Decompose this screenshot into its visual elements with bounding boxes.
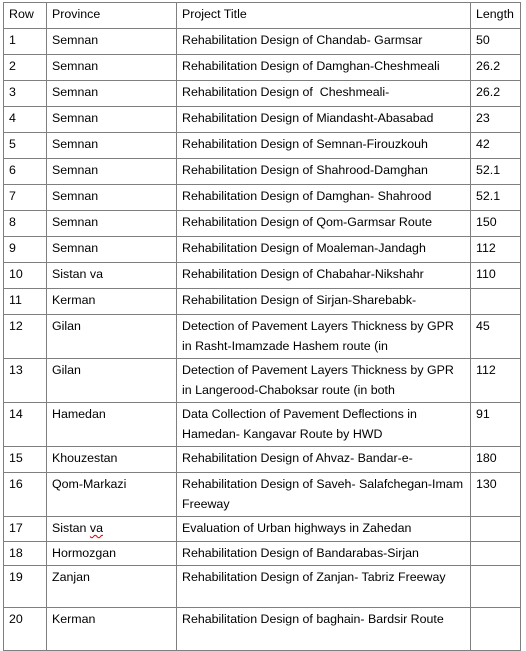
province-cell: Qom-Markazi [47, 473, 177, 517]
province-cell: Kerman [47, 608, 177, 651]
row-number: 7 [4, 185, 47, 211]
project-title-cell: Rehabilitation Design of Sirjan-Sharebabk- [177, 289, 471, 315]
length-cell: 26.2 [471, 55, 521, 81]
table-row [4, 359, 521, 403]
province-cell: Khouzestan [47, 447, 177, 473]
project-title-cell: Evaluation of Urban highways in Zahedan [177, 517, 471, 542]
length-cell: 52.1 [471, 185, 521, 211]
project-title-cell: Rehabilitation Design of Chandab- Garmsar [177, 29, 471, 55]
project-title-cell: Rehabilitation Design of baghain- Bardsir Route [177, 608, 471, 651]
projects-table [3, 2, 521, 651]
row-number: 6 [4, 159, 47, 185]
province-cell: Semnan [47, 107, 177, 133]
row-number: 20 [4, 608, 47, 651]
project-title-cell: Detection of Pavement Layers Thickness by GPR in Langerood-Chaboksar route (in both [177, 359, 471, 403]
header-province: Province [47, 3, 177, 29]
length-cell: 112 [471, 359, 521, 403]
province-cell [47, 517, 177, 542]
table-row [4, 263, 521, 289]
project-title-cell: Rehabilitation Design of Damghan- Shahrood [177, 185, 471, 211]
table-row [4, 289, 521, 315]
project-title-cell: Rehabilitation Design of Damghan-Cheshmeali [177, 55, 471, 81]
row-number: 8 [4, 211, 47, 237]
length-cell: 91 [471, 403, 521, 447]
row-number: 12 [4, 315, 47, 359]
province-cell: Kerman [47, 289, 177, 315]
table-row [4, 185, 521, 211]
province-cell: Gilan [47, 315, 177, 359]
province-cell: Semnan [47, 185, 177, 211]
row-number: 1 [4, 29, 47, 55]
row-number: 5 [4, 133, 47, 159]
province-cell: Sistan va [47, 263, 177, 289]
table-row [4, 517, 521, 542]
length-cell [471, 517, 521, 542]
table-row [4, 211, 521, 237]
project-title-cell: Rehabilitation Design of Chabahar-Nikshahr [177, 263, 471, 289]
length-cell [471, 542, 521, 566]
province-cell: Zanjan [47, 566, 177, 608]
length-cell: 180 [471, 447, 521, 473]
province-cell: Semnan [47, 237, 177, 263]
table-row [4, 447, 521, 473]
table-row [4, 315, 521, 359]
length-cell: 42 [471, 133, 521, 159]
province-cell: Hamedan [47, 403, 177, 447]
province-cell: Semnan [47, 133, 177, 159]
row-number: 14 [4, 403, 47, 447]
length-cell: 26.2 [471, 81, 521, 107]
row-number: 13 [4, 359, 47, 403]
project-title-cell: Detection of Pavement Layers Thickness by GPR in Rasht-Imamzade Hashem route (in [177, 315, 471, 359]
header-row: Row [4, 3, 47, 29]
province-cell: Hormozgan [47, 542, 177, 566]
length-cell [471, 289, 521, 315]
table-row [4, 29, 521, 55]
length-cell: 110 [471, 263, 521, 289]
table-row [4, 542, 521, 566]
province-text-misspelled: va [89, 521, 103, 535]
table-row [4, 566, 521, 608]
project-title-cell: Rehabilitation Design of Shahrood-Damghan [177, 159, 471, 185]
row-number: 19 [4, 566, 47, 608]
table-row [4, 107, 521, 133]
province-cell: Semnan [47, 81, 177, 107]
length-cell: 45 [471, 315, 521, 359]
table-row [4, 237, 521, 263]
length-cell: 52.1 [471, 159, 521, 185]
project-title-cell: Rehabilitation Design of Cheshmeali- [177, 81, 471, 107]
project-title-cell: Rehabilitation Design of Semnan-Firouzkouh [177, 133, 471, 159]
row-number: 4 [4, 107, 47, 133]
length-cell [471, 566, 521, 608]
province-text: Sistan [52, 521, 90, 535]
row-number: 9 [4, 237, 47, 263]
row-number: 17 [4, 517, 47, 542]
province-cell: Semnan [47, 55, 177, 81]
row-number: 11 [4, 289, 47, 315]
table-row [4, 133, 521, 159]
row-number: 16 [4, 473, 47, 517]
table-row [4, 81, 521, 107]
table-row [4, 159, 521, 185]
project-title-cell: Rehabilitation Design of Miandasht-Abasabad [177, 107, 471, 133]
length-cell: 150 [471, 211, 521, 237]
province-cell: Semnan [47, 159, 177, 185]
length-cell: 112 [471, 237, 521, 263]
header-project-title: Project Title [177, 3, 471, 29]
project-title-cell: Rehabilitation Design of Ahvaz- Bandar-e- [177, 447, 471, 473]
project-title-cell: Rehabilitation Design of Moaleman-Jandagh [177, 237, 471, 263]
length-cell: 130 [471, 473, 521, 517]
length-cell: 50 [471, 29, 521, 55]
row-number: 3 [4, 81, 47, 107]
table-row [4, 55, 521, 81]
project-title-cell: Rehabilitation Design of Saveh- Salafchegan-Imam Freeway [177, 473, 471, 517]
row-number: 15 [4, 447, 47, 473]
province-cell: Gilan [47, 359, 177, 403]
table-row [4, 473, 521, 517]
row-number: 2 [4, 55, 47, 81]
header-length: Length [471, 3, 521, 29]
row-number: 10 [4, 263, 47, 289]
project-title-cell: Rehabilitation Design of Zanjan- Tabriz Freeway [177, 566, 471, 608]
length-cell [471, 608, 521, 651]
project-title-cell: Data Collection of Pavement Deflections in Hamedan- Kangavar Route by HWD [177, 403, 471, 447]
province-cell: Semnan [47, 29, 177, 55]
project-title-cell: Rehabilitation Design of Bandarabas-Sirjan [177, 542, 471, 566]
length-cell: 23 [471, 107, 521, 133]
province-cell: Semnan [47, 211, 177, 237]
project-title-cell: Rehabilitation Design of Qom-Garmsar Route [177, 211, 471, 237]
table-row [4, 403, 521, 447]
table-header-row [4, 3, 521, 29]
table-row [4, 608, 521, 651]
row-number: 18 [4, 542, 47, 566]
